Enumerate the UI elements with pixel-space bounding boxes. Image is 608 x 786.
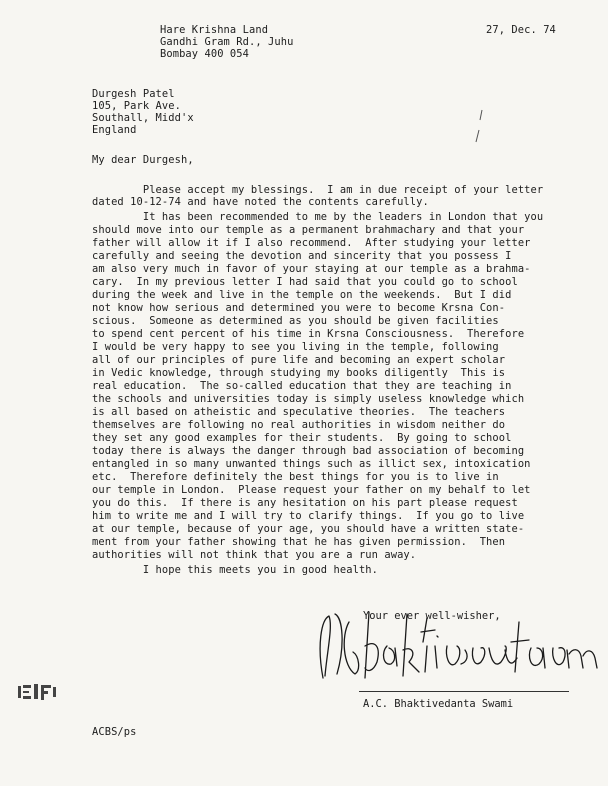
margin-pen-mark	[470, 108, 490, 148]
body-line: all of our principles of pure life and becoming an expert scholar	[92, 354, 506, 366]
recipient-address-line-2: 105, Park Ave.	[92, 100, 181, 112]
letter-date: 27, Dec. 74	[486, 24, 556, 36]
body-line: today there is always the danger through bad association of becoming	[92, 445, 525, 457]
signer-name: A.C. Bhaktivedanta Swami	[363, 698, 514, 710]
body-line: ment from your father showing that he has given permission. Then	[92, 536, 506, 548]
body-line: him to write me and I will try to clarify things. If you go to live	[92, 510, 525, 522]
recipient-address-line-1: Durgesh Patel	[92, 88, 175, 100]
body-line: cary. In my previous letter I had said that you could go to school	[92, 276, 518, 288]
typist-initials: ACBS/ps	[92, 726, 137, 738]
body-line: am also very much in favor of your staying at our temple as a brahma-	[92, 263, 531, 275]
body-line: entangled in so many unwanted things such as illict sex, intoxication	[92, 458, 531, 470]
body-line: I hope this meets you in good health.	[92, 564, 379, 576]
filing-stamp-mark	[18, 683, 58, 703]
sender-address-line-3: Bombay 400 054	[160, 48, 249, 60]
sender-address-line-1: Hare Krishna Land	[160, 24, 269, 36]
body-line: Please accept my blessings. I am in due receipt of your letter	[92, 184, 544, 196]
body-line: should move into our temple as a permanent brahmachary and that your	[92, 224, 525, 236]
sender-address-line-2: Gandhi Gram Rd., Juhu	[160, 36, 294, 48]
body-line: etc. Therefore definitely the best things for you is to live in	[92, 471, 499, 483]
signature-underline	[359, 691, 569, 692]
body-line: I would be very happy to see you living in the temple, following	[92, 341, 499, 353]
body-line: It has been recommended to me by the leaders in London that you	[92, 211, 544, 223]
body-line: to spend cent percent of his time in Krsna Consciousness. Therefore	[92, 328, 525, 340]
body-line: our temple in London. Please request your father on my behalf to let	[92, 484, 531, 496]
body-line: real education. The so-called education that they are teaching in	[92, 380, 512, 392]
body-line: is all based on atheistic and speculative theories. The teachers	[92, 406, 506, 418]
body-line: during the week and live in the temple on the weekends. But I did	[92, 289, 512, 301]
recipient-address-line-4: England	[92, 124, 137, 136]
recipient-address-line-3: Southall, Midd'x	[92, 112, 194, 124]
closing-line: Your ever well-wisher,	[363, 610, 501, 622]
signature-block	[311, 606, 601, 710]
body-line: father will allow it if I also recommend. After studying your letter	[92, 237, 531, 249]
body-line: authorities will not think that you are a run away.	[92, 549, 417, 561]
body-line: in Vedic knowledge, through studying my books diligently This is	[92, 367, 506, 379]
body-line: not know how serious and determined you were to become Krsna Con-	[92, 302, 506, 314]
salutation: My dear Durgesh,	[92, 154, 194, 166]
body-line: scious. Someone as determined as you should be given facilities	[92, 315, 499, 327]
body-line: they set any good examples for their students. By going to school	[92, 432, 512, 444]
body-line: at our temple, because of your age, you should have a written state-	[92, 523, 525, 535]
body-line: you do this. If there is any hesitation on his part please request	[92, 497, 518, 509]
body-line: themselves are following no real authorities in wisdom neither do	[92, 419, 506, 431]
body-line: the schools and universities today is simply useless knowledge which	[92, 393, 525, 405]
body-line: dated 10-12-74 and have noted the contents carefully.	[92, 196, 429, 208]
body-line: carefully and seeing the devotion and sincerity that you possess I	[92, 250, 512, 262]
